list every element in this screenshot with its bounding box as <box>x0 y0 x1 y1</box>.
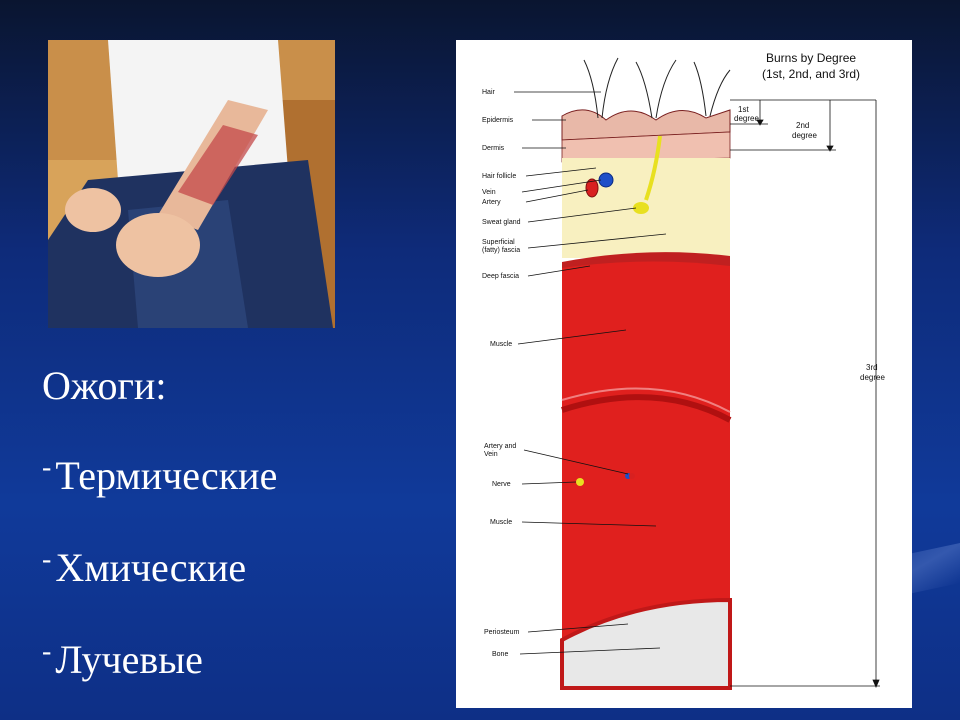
bullet-text: Термические <box>55 453 278 498</box>
label-periosteum: Periosteum <box>484 629 520 636</box>
label-deep-fascia: Deep fascia <box>482 273 519 280</box>
bullet-marker: - <box>42 636 52 667</box>
bullet-marker: - <box>42 452 52 483</box>
diagram-header-2: (1st, 2nd, and 3rd) <box>762 67 861 81</box>
bullet-marker: - <box>42 544 52 575</box>
label-superficial-fascia-2: (fatty) fascia <box>482 247 521 254</box>
label-hair-follicle: Hair follicle <box>482 173 517 180</box>
label-3rd-degree-2: degree <box>860 373 885 382</box>
label-artery-and-vein-2: Vein <box>484 451 498 458</box>
label-2nd-degree-1: 2nd <box>796 121 810 130</box>
label-artery-and-vein-1: Artery and <box>484 443 517 450</box>
label-3rd-degree-1: 3rd <box>866 363 878 372</box>
burn-degree-diagram <box>456 40 912 708</box>
bullet-text: Лучевые <box>55 637 203 682</box>
skin-layers-svg <box>456 40 912 708</box>
label-bone: Bone <box>492 651 509 658</box>
burn-photo <box>48 40 335 328</box>
label-muscle-2: Muscle <box>490 519 513 526</box>
slide-title: Ожоги: <box>42 363 167 408</box>
label-1st-degree-2: degree <box>734 114 759 123</box>
label-epidermis: Epidermis <box>482 117 514 124</box>
label-dermis: Dermis <box>482 145 505 152</box>
bullet-radiation <box>42 636 203 683</box>
bullet-text: Хмические <box>55 545 247 590</box>
label-vein: Vein <box>482 189 496 196</box>
label-hair: Hair <box>482 89 495 96</box>
label-superficial-fascia-1: Superficial <box>482 239 515 246</box>
label-1st-degree-1: 1st <box>738 105 749 114</box>
label-sweat-gland: Sweat gland <box>482 219 521 226</box>
label-artery: Artery <box>482 199 501 206</box>
diagram-header-1: Burns by Degree <box>766 51 857 65</box>
label-2nd-degree-2: degree <box>792 131 817 140</box>
child-forearm-illustration <box>48 40 335 328</box>
label-muscle-1: Muscle <box>490 341 513 348</box>
bullet-thermal <box>42 452 277 499</box>
bullet-chemical <box>42 544 246 591</box>
label-nerve: Nerve <box>492 481 511 488</box>
